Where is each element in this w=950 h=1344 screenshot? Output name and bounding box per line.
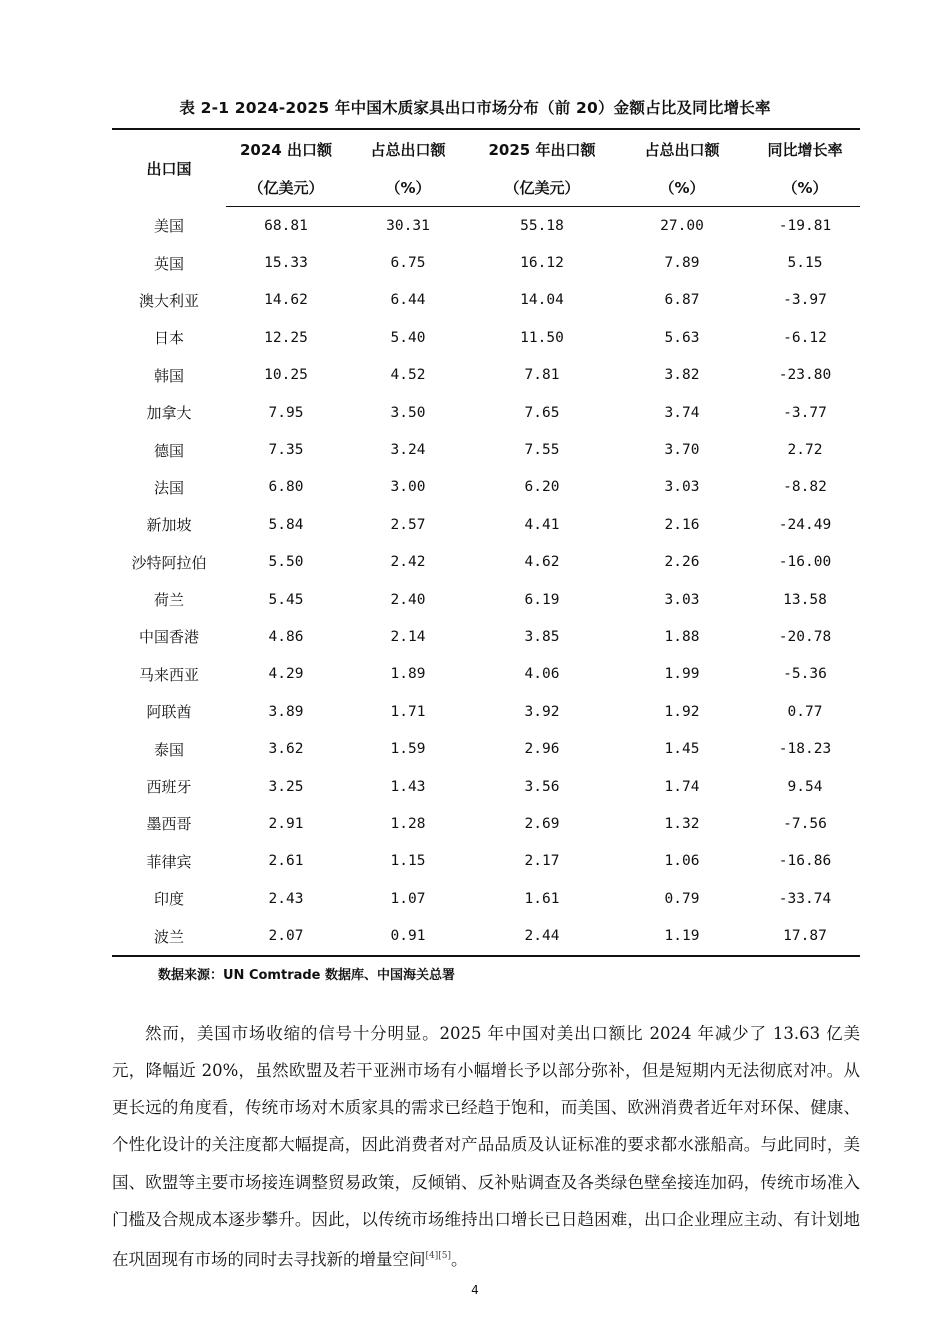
cell-yoy-growth: -19.81: [778, 217, 832, 234]
cell-2025-amount: 2.44: [470, 917, 614, 955]
cell-country: 新加坡: [146, 516, 192, 535]
cell-2025-share: 1.92: [664, 703, 700, 720]
cell-2024-share: 1.43: [390, 778, 426, 795]
cell-2025-share: 3.03: [664, 479, 700, 496]
table-row: [112, 394, 860, 431]
cell-country: 墨西哥: [146, 815, 192, 834]
cell-yoy-growth: -5.36: [783, 666, 827, 683]
cell-2025-share: 3.74: [664, 404, 700, 421]
table-row: [112, 469, 860, 506]
table-row: [112, 244, 860, 281]
cell-country: 德国: [153, 441, 184, 460]
cell-2025-amount: 14.04: [520, 292, 564, 309]
cell-2024-share: 30.31: [386, 217, 430, 234]
cell-2025-amount: 3.92: [524, 703, 560, 720]
cell-yoy-growth: -24.49: [778, 516, 832, 533]
cell-yoy-growth: 0.77: [787, 703, 823, 720]
cell-yoy-growth: -20.78: [778, 628, 832, 645]
cell-2024-amount: 15.33: [264, 255, 308, 272]
cell-2025-amount: 7.65: [524, 404, 560, 421]
cell-yoy-growth: -16.00: [778, 554, 832, 571]
cell-2024-amount: 12.25: [264, 329, 308, 346]
cell-2024-amount: 2.43: [268, 890, 304, 907]
cell-2025-amount: 2.96: [524, 741, 560, 758]
cell-2024-share: 2.14: [390, 628, 426, 645]
cell-country: 法国: [153, 478, 184, 497]
cell-2024-amount: 5.84: [268, 516, 304, 533]
cell-yoy-growth: -6.12: [783, 329, 827, 346]
cell-country: 中国香港: [138, 628, 199, 647]
cell-2025-share: 27.00: [660, 217, 704, 234]
cell-country: 沙特阿拉伯: [131, 553, 207, 572]
cell-yoy-growth: -3.97: [783, 292, 827, 309]
cell-2025-amount: 7.55: [524, 442, 560, 459]
table-row: [112, 207, 860, 245]
cell-2025-amount: 4.41: [524, 516, 560, 533]
table-row: [112, 319, 860, 356]
data-source-note: 数据来源：UN Comtrade 数据库、中国海关总署: [158, 968, 456, 983]
cell-2024-amount: 14.62: [264, 292, 308, 309]
table-row: [112, 581, 860, 618]
cell-2025-share: 1.06: [664, 853, 700, 870]
cell-2025-amount: 4.06: [524, 666, 560, 683]
cell-country: 加拿大: [146, 404, 192, 423]
header-2025-amount: 2025 年出口额: [470, 129, 614, 168]
cell-2025-amount: 2.17: [524, 853, 560, 870]
table-row: [112, 843, 860, 880]
cell-country: 澳大利亚: [138, 291, 199, 310]
cell-2025-share: 3.70: [664, 442, 700, 459]
header-2024-amount: 2024 出口额: [226, 129, 346, 168]
cell-2024-amount: 2.91: [268, 815, 304, 832]
cell-2024-amount: 10.25: [264, 367, 308, 384]
cell-2024-amount: 2.07: [226, 917, 346, 955]
cell-2025-share: 6.87: [664, 292, 700, 309]
cell-country: 泰国: [153, 740, 184, 759]
cell-yoy-growth: -23.80: [778, 367, 832, 384]
cell-2025-share: 1.74: [664, 778, 700, 795]
cell-2024-amount: 5.45: [268, 591, 304, 608]
cell-2024-share: 3.50: [390, 404, 426, 421]
header-yoy-growth-unit: （%）: [750, 168, 860, 207]
cell-country: 美国: [153, 216, 184, 235]
header-2025-share-unit: （%）: [614, 168, 750, 207]
cell-2025-share: 2.26: [664, 554, 700, 571]
table-row: [112, 805, 860, 842]
cell-2024-share: 1.71: [390, 703, 426, 720]
cell-yoy-growth: -3.77: [783, 404, 827, 421]
cell-2025-share: 1.32: [664, 815, 700, 832]
cell-2025-share: 1.88: [664, 628, 700, 645]
cell-yoy-growth: -8.82: [783, 479, 827, 496]
cell-country: 英国: [153, 254, 184, 273]
cell-2025-amount: 7.81: [524, 367, 560, 384]
cell-2025-share: 0.79: [664, 890, 700, 907]
cell-2025-amount: 6.20: [524, 479, 560, 496]
cell-2025-share: 1.19: [614, 917, 750, 955]
cell-2024-amount: 3.89: [268, 703, 304, 720]
cell-2024-share: 2.40: [390, 591, 426, 608]
cell-2024-amount: 3.62: [268, 741, 304, 758]
cell-2024-share: 2.57: [390, 516, 426, 533]
table-row: [112, 618, 860, 655]
table-row: [112, 693, 860, 730]
table-row: [112, 880, 860, 917]
cell-yoy-growth: 17.87: [750, 917, 860, 955]
cell-2025-amount: 6.19: [524, 591, 560, 608]
paragraph-end: 。: [451, 1250, 468, 1270]
cell-2024-share: 1.07: [390, 890, 426, 907]
cell-yoy-growth: -16.86: [778, 853, 832, 870]
body-paragraph: [112, 1015, 860, 1279]
cell-yoy-growth: -33.74: [778, 890, 832, 907]
cell-2025-share: 2.16: [664, 516, 700, 533]
cell-2024-share: 5.40: [390, 329, 426, 346]
cell-2024-share: 1.59: [390, 741, 426, 758]
table-row: [112, 730, 860, 767]
cell-2024-share: 1.28: [390, 815, 426, 832]
cell-2024-share: 1.89: [390, 666, 426, 683]
cell-yoy-growth: -7.56: [783, 815, 827, 832]
cell-2024-amount: 2.61: [268, 853, 304, 870]
cell-2024-amount: 68.81: [264, 217, 308, 234]
cell-2024-share: 6.75: [390, 255, 426, 272]
cell-2024-amount: 3.25: [268, 778, 304, 795]
cell-2024-share: 6.44: [390, 292, 426, 309]
header-2024-amount-unit: （亿美元）: [226, 168, 346, 207]
cell-2024-share: 4.52: [390, 367, 426, 384]
cell-yoy-growth: 9.54: [787, 778, 823, 795]
cell-yoy-growth: 13.58: [783, 591, 827, 608]
header-2024-share-unit: （%）: [346, 168, 470, 207]
cell-2025-amount: 11.50: [520, 329, 564, 346]
cell-2025-amount: 55.18: [520, 217, 564, 234]
header-country: 出口国: [112, 129, 226, 207]
cell-2024-amount: 4.29: [268, 666, 304, 683]
cell-2024-share: 3.24: [390, 442, 426, 459]
table-row: [112, 431, 860, 468]
cell-2024-amount: 4.86: [268, 628, 304, 645]
cell-2025-share: 7.89: [664, 255, 700, 272]
table-row: [112, 357, 860, 394]
table-row: [112, 506, 860, 543]
cell-yoy-growth: 2.72: [787, 442, 823, 459]
cell-country: 马来西亚: [138, 665, 199, 684]
table-row: [112, 768, 860, 805]
cell-country: 西班牙: [146, 778, 192, 797]
cell-country: 日本: [153, 329, 184, 348]
cell-2025-share: 5.63: [664, 329, 700, 346]
cell-country: 荷兰: [153, 591, 184, 610]
cell-2024-amount: 7.35: [268, 442, 304, 459]
cell-2025-share: 1.45: [664, 741, 700, 758]
cell-country: 波兰: [112, 917, 226, 955]
cell-2025-amount: 2.69: [524, 815, 560, 832]
paragraph-text: 然而，美国市场收缩的信号十分明显。2025 年中国对美出口额比 2024 年减少了 13.63 亿美元，降幅近 20%，虽然欧盟及若干亚洲市场有小幅增长予以部分弥补，但是短期内无法彻底对冲。从更长远的角度看，传统市场对木质家具的需求已经趋于饱和，而美国、欧洲消费者近年对环保、健康、个性化设计的关注度都大幅提高，因此消费者对产品品质及认证标准的要求都水涨船高。与此同时，美国、欧盟等主要市场接连调整贸易政策，反倾销、反补贴调查及各类绿色壁垒接连加码，传统市场准入门槛及合规成本逐步攀升。因此，以传统市场维持出口增长已日趋困难，出口企业理应主动、有计划地在巩固现有市场的同时去寻找新的增量空间: [112, 1023, 860, 1270]
cell-2025-amount: 16.12: [520, 255, 564, 272]
cell-2025-share: 1.99: [664, 666, 700, 683]
table-row: [112, 656, 860, 693]
header-2025-share: 占总出口额: [614, 129, 750, 168]
table-body: [112, 207, 860, 956]
cell-yoy-growth: -18.23: [778, 741, 832, 758]
table-row: [112, 917, 860, 955]
table-header-row: [112, 129, 860, 168]
table-caption: 表 2-1 2024-2025 年中国木质家具出口市场分布（前 20）金额占比及同比增长率: [179, 99, 771, 117]
cell-country: 菲律宾: [146, 852, 192, 871]
header-2025-amount-unit: （亿美元）: [470, 168, 614, 207]
cell-2024-share: 0.91: [346, 917, 470, 955]
citation-reference: [4][5]: [425, 1251, 451, 1262]
cell-2025-amount: 3.85: [524, 628, 560, 645]
cell-country: 印度: [153, 890, 184, 909]
table-row: [112, 544, 860, 581]
export-market-table: [112, 128, 860, 957]
cell-2025-share: 3.82: [664, 367, 700, 384]
table-row: [112, 282, 860, 319]
cell-2025-share: 3.03: [664, 591, 700, 608]
cell-2024-share: 3.00: [390, 479, 426, 496]
cell-yoy-growth: 5.15: [787, 255, 823, 272]
header-yoy-growth: 同比增长率: [750, 129, 860, 168]
cell-2024-amount: 5.50: [268, 554, 304, 571]
cell-2025-amount: 1.61: [524, 890, 560, 907]
page-number: 4: [471, 1283, 479, 1297]
header-2024-share: 占总出口额: [346, 129, 470, 168]
cell-country: 阿联酋: [146, 703, 192, 722]
cell-2024-share: 2.42: [390, 554, 426, 571]
cell-2025-amount: 3.56: [524, 778, 560, 795]
cell-country: 韩国: [153, 366, 184, 385]
cell-2024-share: 1.15: [390, 853, 426, 870]
cell-2025-amount: 4.62: [524, 554, 560, 571]
cell-2024-amount: 6.80: [268, 479, 304, 496]
cell-2024-amount: 7.95: [268, 404, 304, 421]
